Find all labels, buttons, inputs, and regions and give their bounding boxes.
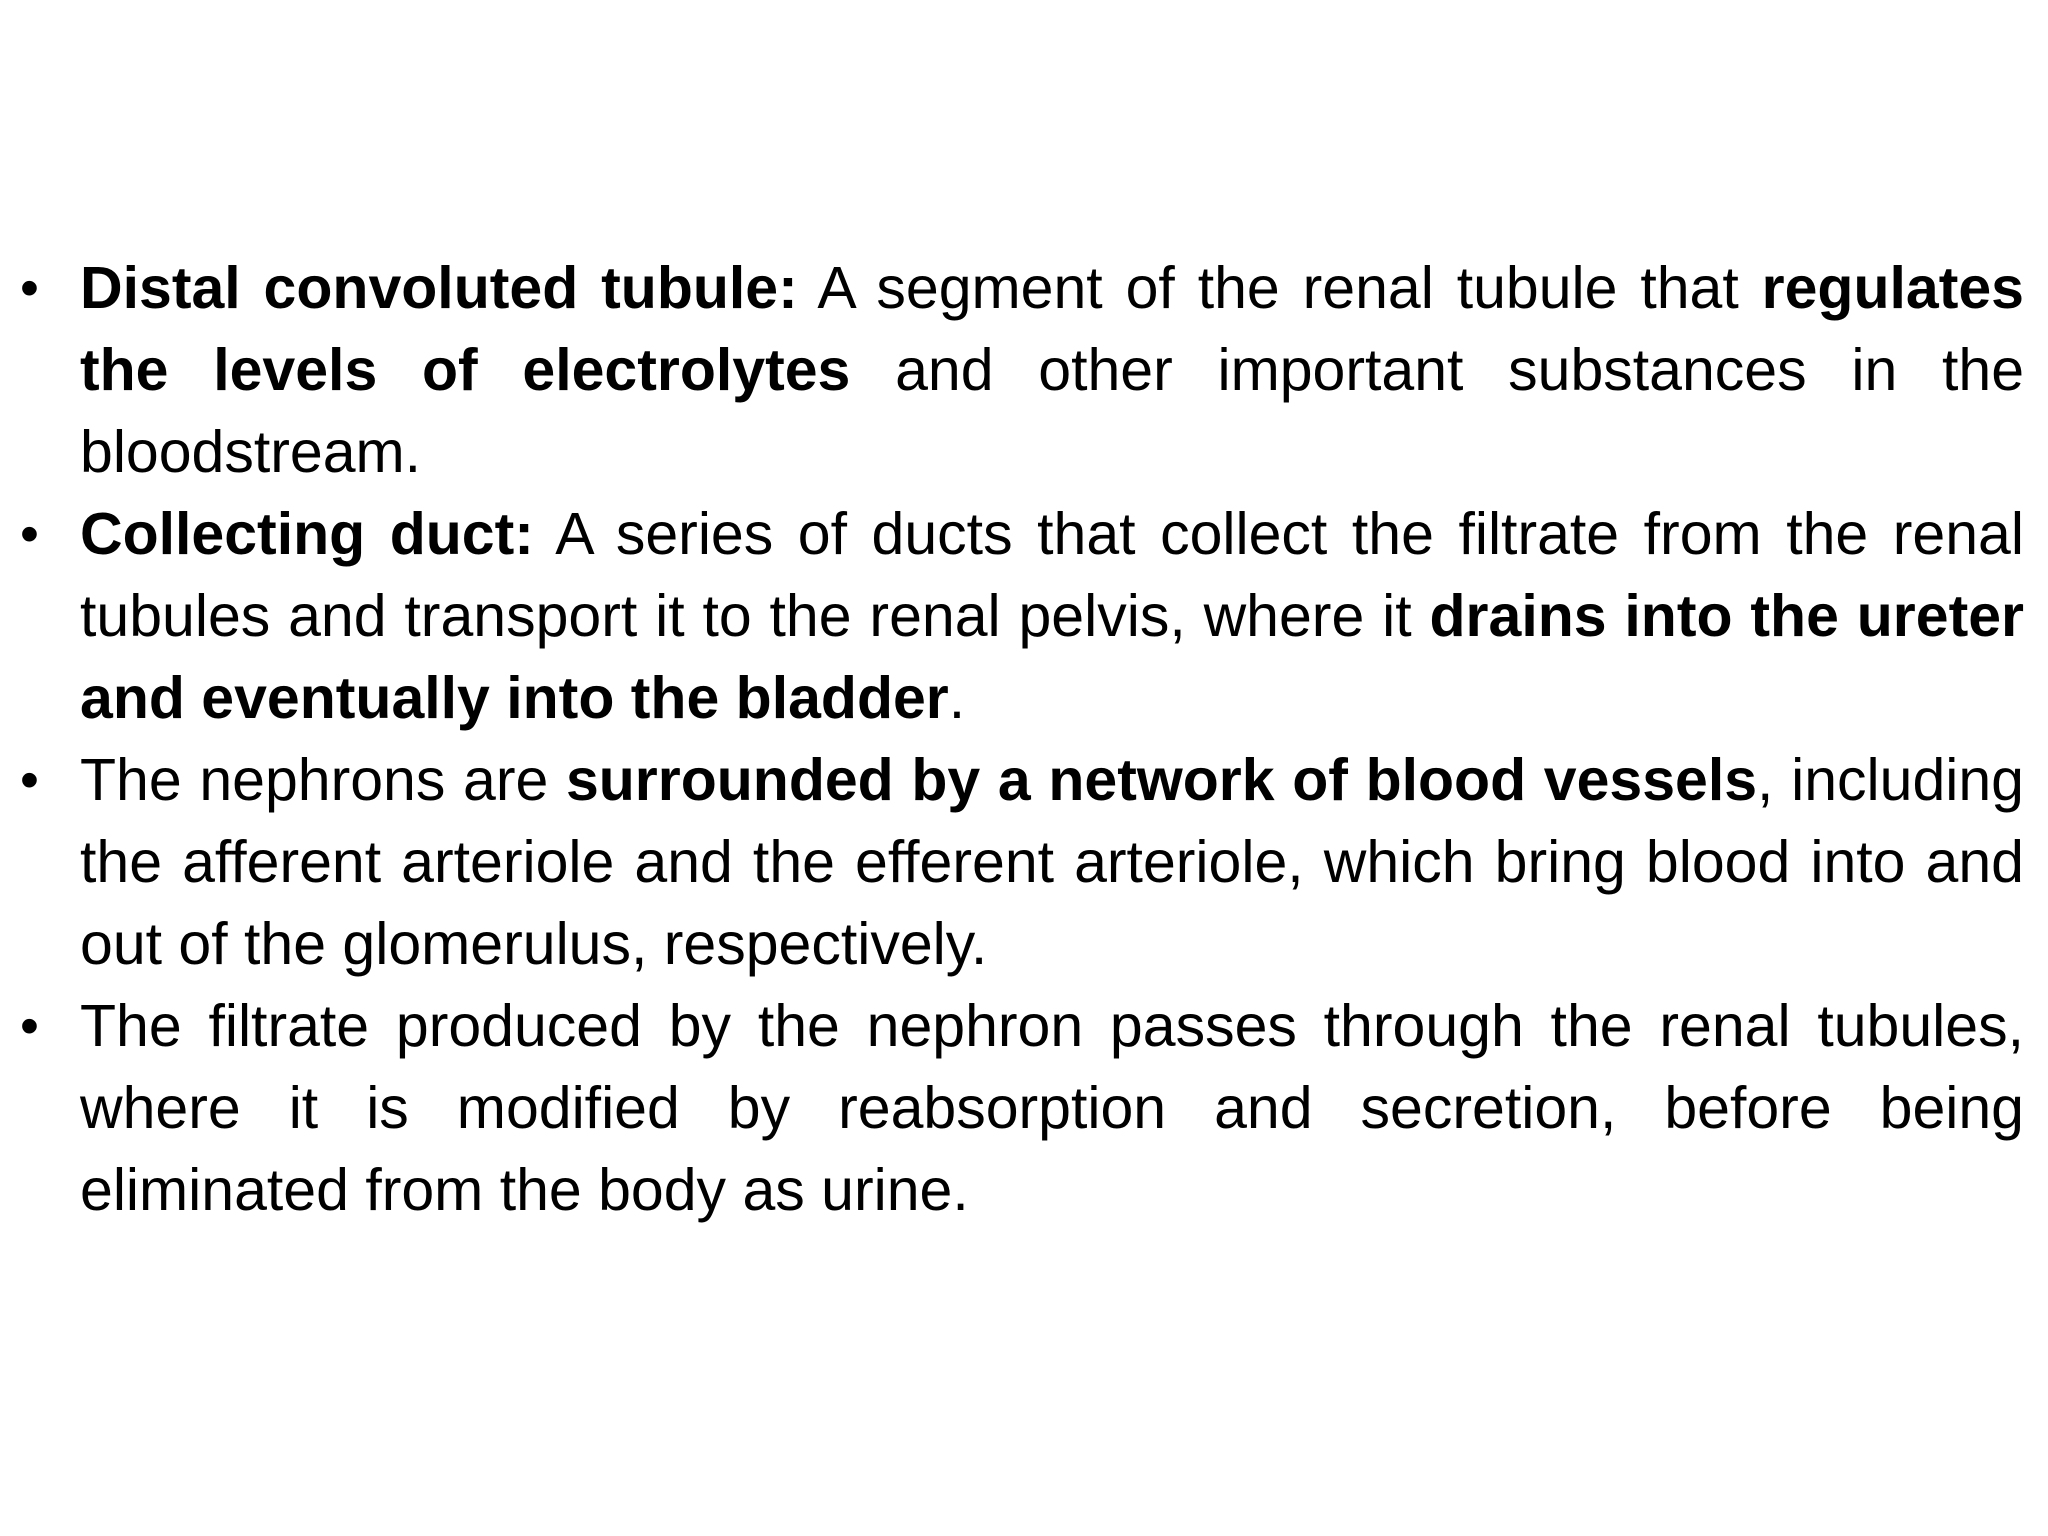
bullet-icon: • <box>20 996 39 1056</box>
text-segment: The filtrate produced by the nephron passes through the renal tubules, where it is modified by reabsorption and secretion, before being eliminated from the body as urine. <box>80 993 2024 1223</box>
text-segment: and other important substances in the bloodstream. <box>80 337 2025 485</box>
bullet-item-blood-vessels <box>20 739 2024 985</box>
term-distal-convoluted-tubule: Distal convoluted tubule: <box>80 255 798 321</box>
bullet-item-distal-convoluted-tubule <box>20 247 2024 493</box>
bullet-icon: • <box>20 750 39 810</box>
emphasis-network-of-blood-vessels: surrounded by a network of blood vessels <box>565 747 1758 813</box>
bullet-icon: • <box>20 258 39 318</box>
text-segment: , including the afferent arteriole and the efferent arteriole, which bring blood into and out of the glomerulus, respectively. <box>80 747 2024 977</box>
text-segment: A series of ducts that collect the filtrate from the renal tubules and transport it to the renal pelvis, where it <box>80 501 2024 649</box>
emphasis-drains-into-ureter: drains into the ureter and eventually into the bladder <box>80 583 2024 731</box>
term-collecting-duct: Collecting duct: <box>80 501 534 567</box>
bullet-icon: • <box>20 504 39 564</box>
bullet-list <box>20 247 2024 1231</box>
bullet-item-filtrate <box>20 985 2024 1231</box>
slide-body <box>20 247 2024 1231</box>
text-segment: The nephrons are <box>80 747 566 813</box>
emphasis-regulates-electrolytes: regulates the levels of electrolytes <box>80 255 2024 403</box>
bullet-item-collecting-duct <box>20 493 2024 739</box>
text-segment: . <box>948 665 966 731</box>
text-segment: A segment of the renal tubule that <box>797 255 1762 321</box>
